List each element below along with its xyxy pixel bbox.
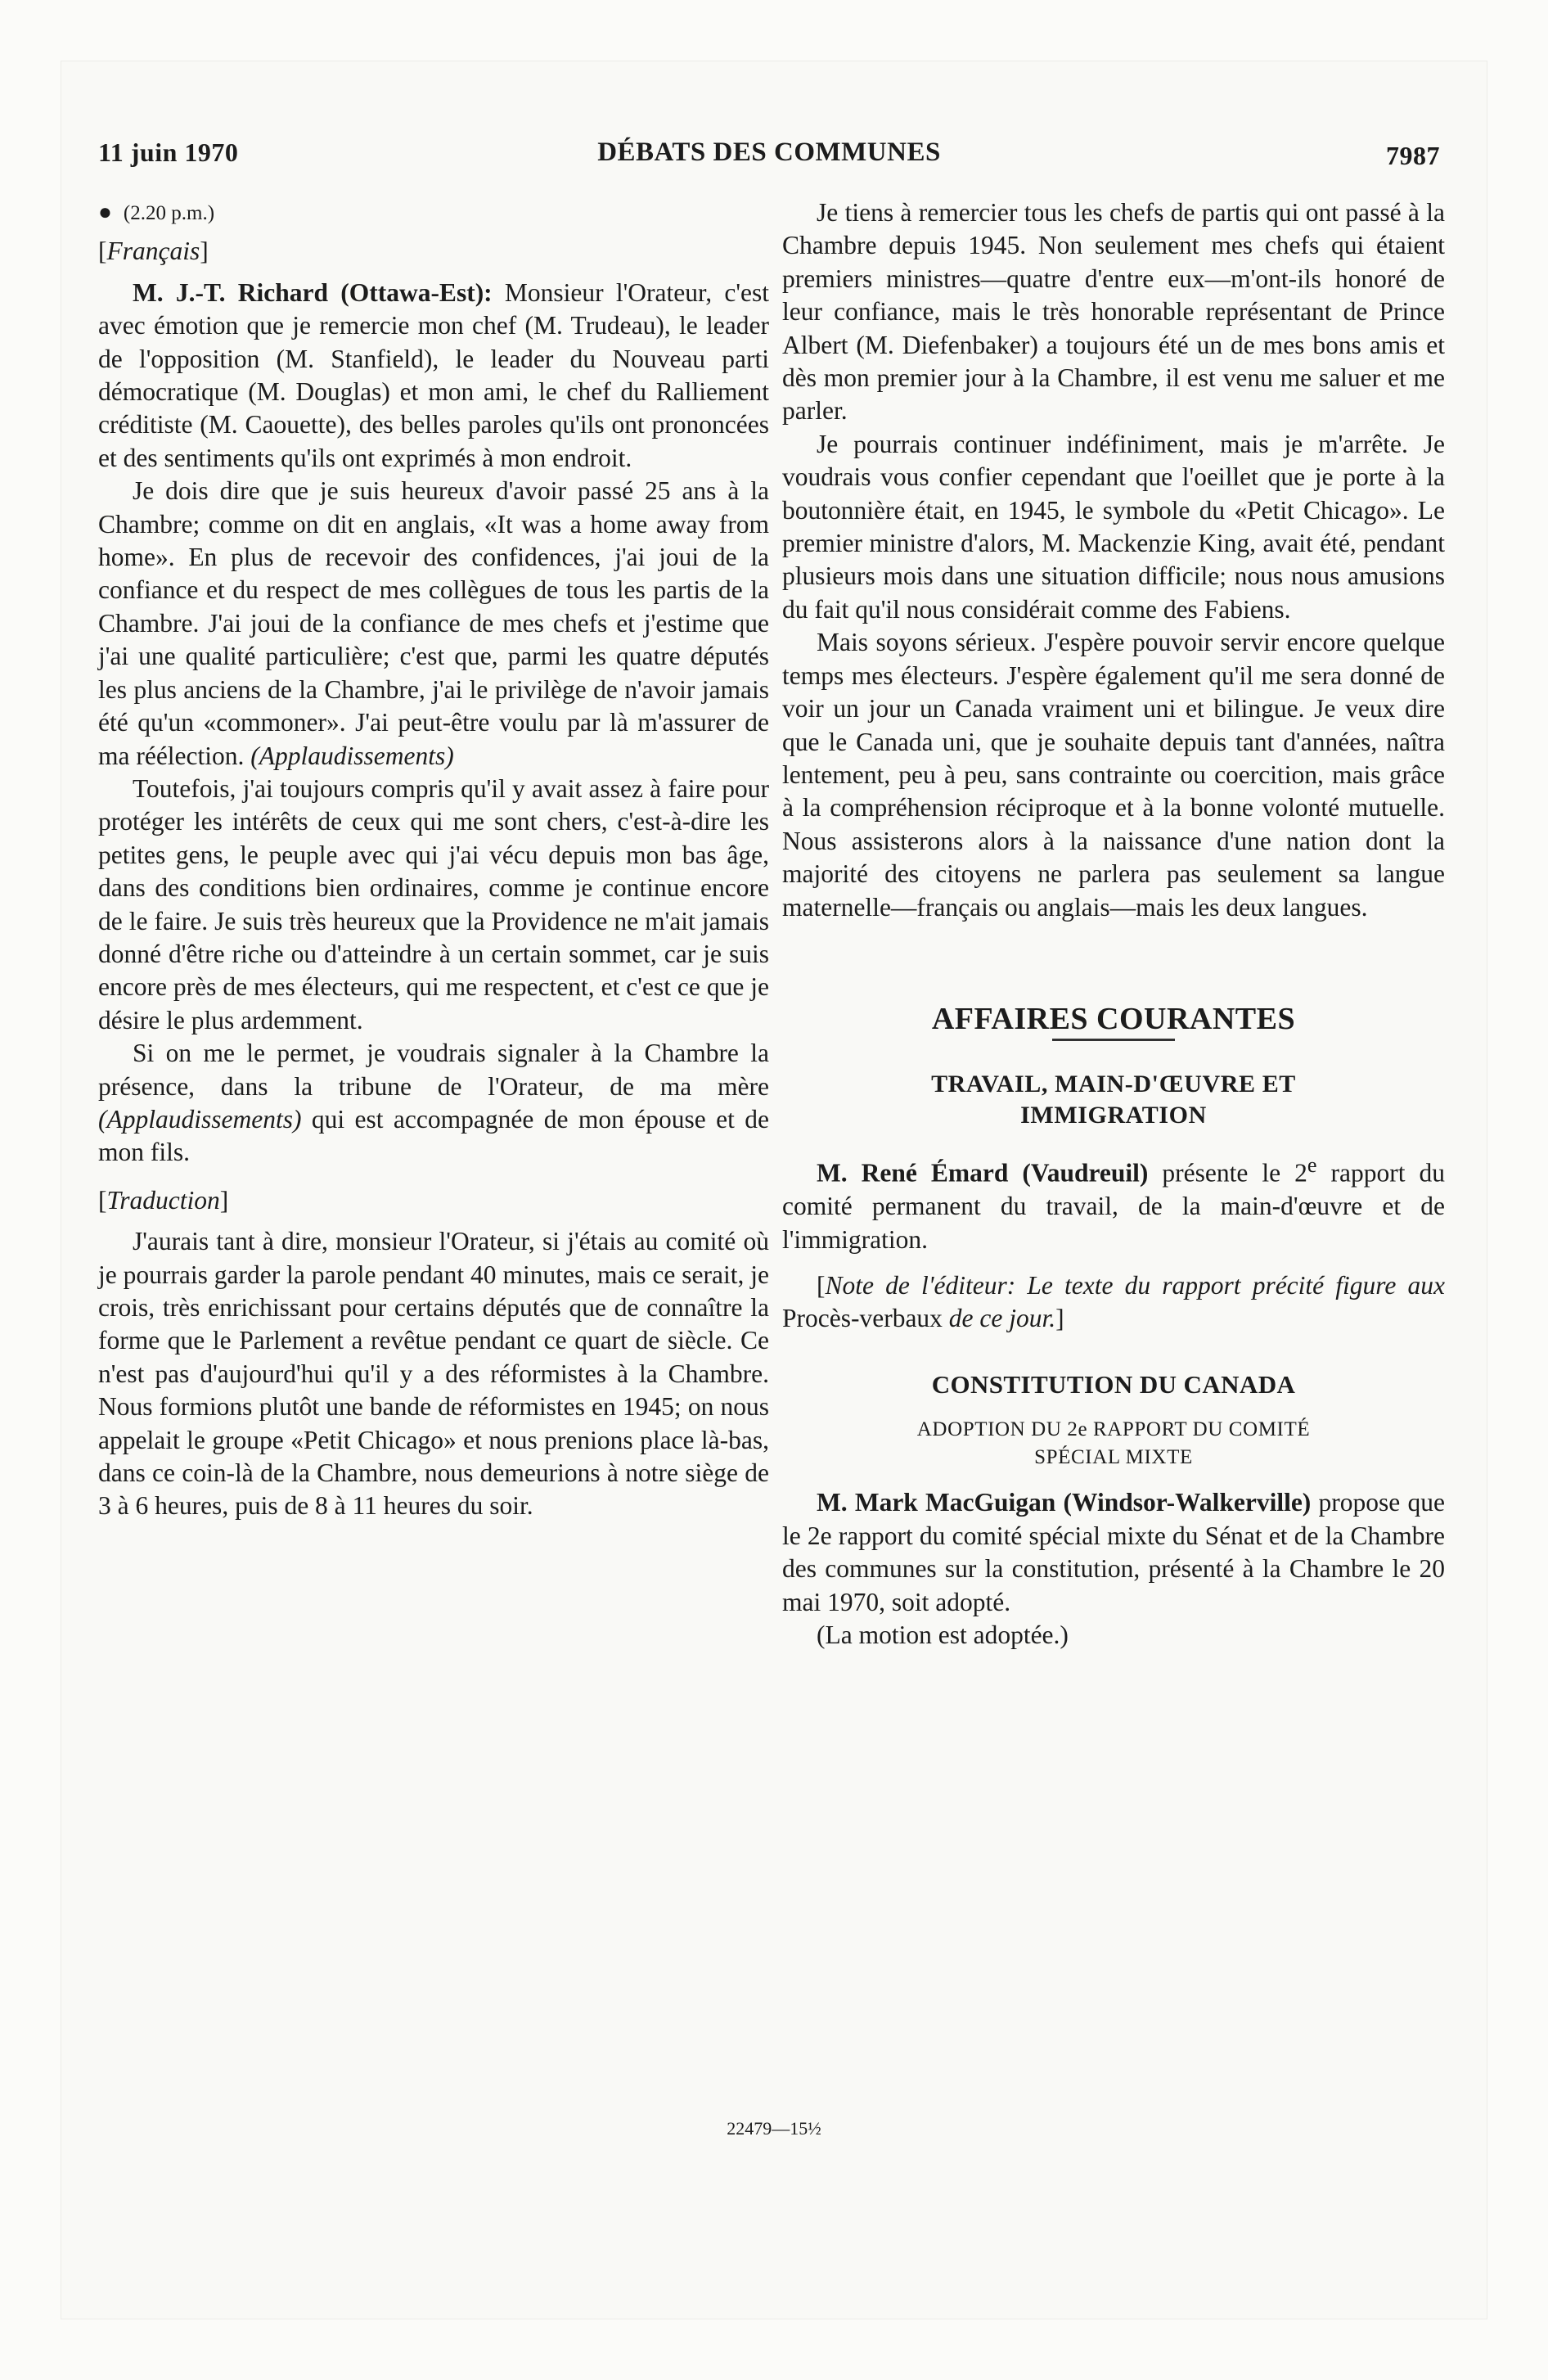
paragraph-text: rapport du comité permanent du travail, de la main-d'œuvre et de l'immigration. bbox=[782, 1158, 1445, 1254]
paragraph-text: Monsieur l'Orateur, c'est avec émotion que je remercie mon chef (M. Trudeau), le leader de l'opposition (M. Stanfield), le leader du Nouveau parti démocratique (M. Douglas) et mon ami, le chef du Ralliement créditiste (M. Caouette), des belles paroles qu'ils ont prononcées et des sentiments qu'ils ont exprimés à mon endroit. bbox=[98, 277, 769, 472]
paragraph bbox=[782, 1149, 1445, 1256]
paragraph bbox=[98, 1225, 769, 1523]
applause-text: (Applaudissements) bbox=[98, 1104, 302, 1134]
speaker-name: M. René Émard (Vaudreuil) bbox=[817, 1158, 1149, 1188]
subsection-heading-line: IMMIGRATION bbox=[1020, 1102, 1207, 1129]
paragraph-text: Mais soyons sérieux. J'espère pouvoir servir encore quelque temps mes électeurs. J'espère également qu'il me sera donné de voir un jour un Canada vraiment uni et bilingue. Je veux dire que le Canada uni, que je souhaite depuis tant d'années, naîtra lentement, peu à peu, sans contrainte ou coercition, mais grâce à la compréhension réciproque et à la bonne volonté mutuelle. Nous assisterons alors à la naissance d'une nation dont la majorité des citoyens ne parlera pas seulement sa langue maternelle—français ou anglais—mais les deux langues. bbox=[782, 628, 1445, 922]
paragraph bbox=[98, 277, 769, 475]
subsection-heading: CONSTITUTION DU CANADA bbox=[931, 1369, 1296, 1399]
paragraph-text: présente le 2 bbox=[1148, 1158, 1307, 1188]
footer-code: 22479—15½ bbox=[727, 2118, 821, 2139]
speaker-name: M. J.-T. Richard (Ottawa-Est): bbox=[133, 277, 493, 307]
paragraph-text: Si on me le permet, je voudrais signaler à la Chambre la présence, dans la tribune de l'Orateur, de ma mère bbox=[98, 1039, 769, 1101]
language-marker-fr-text: Français bbox=[106, 237, 200, 266]
bullet-icon: ● bbox=[98, 200, 112, 225]
paragraph bbox=[98, 1037, 769, 1170]
time-stamp bbox=[98, 196, 769, 230]
paragraph bbox=[98, 475, 769, 773]
editor-note-text: Note de l'éditeur: Le texte du rapport précité figure aux bbox=[825, 1271, 1445, 1300]
paragraph bbox=[782, 1486, 1445, 1619]
paragraph-text: Je tiens à remercier tous les chefs de partis qui ont passé à la Chambre depuis 1945. Non seulement mes chefs qui étaient premiers ministres—quatre d'entre eux—m'ont-ils honoré de leur confiance, mais le très honorable représentant de Prince Albert (M. Diefenbaker) a toujours été un de mes bons amis et dès mon premier jour à la Chambre, il est venu me saluer et me parler. bbox=[782, 198, 1445, 426]
motion-text: (La motion est adoptée.) bbox=[817, 1620, 1069, 1649]
time-text: (2.20 p.m.) bbox=[123, 202, 215, 224]
editor-note: [Note de l'éditeur: Le texte du rapport précité figure aux Procès-verbaux de ce jour.] bbox=[782, 1271, 1445, 1333]
header-title: DÉBATS DES COMMUNES bbox=[597, 137, 941, 167]
paragraph-text: J'aurais tant à dire, monsieur l'Orateur, si j'étais au comité où je pourrais garder la parole pendant 40 minutes, mais ce serait, je crois, très enrichissant pour certains députés que de connaître la forme que le Parlement a revêtue pendant ce quart de siècle. Ce n'est pas d'aujourd'hui qu'il y a des réformistes à la Chambre. Nous formions plutôt une bande de réformistes en 1945; on nous appelait le groupe «Petit Chicago» et nous prenions place là-bas, dans ce coin-là de la Chambre, nous demeurions à notre siège de 3 à 6 heures, puis de 8 à 11 heures du soir. bbox=[98, 1227, 769, 1521]
subsection-subheading bbox=[782, 1416, 1445, 1472]
superscript: e bbox=[1307, 1153, 1317, 1178]
paragraph-text: qui est accompagnée de mon épouse et de mon fils. bbox=[98, 1104, 769, 1167]
header-page-number: 7987 bbox=[1386, 141, 1440, 170]
subsection-subheading-line: ADOPTION DU 2e RAPPORT DU COMITÉ bbox=[916, 1418, 1311, 1441]
language-marker-tr: [Traduction] bbox=[98, 1185, 229, 1215]
subsection-heading-line: TRAVAIL, MAIN-D'ŒUVRE ET bbox=[931, 1071, 1296, 1098]
header-date: 11 juin 1970 bbox=[98, 137, 239, 167]
section-divider bbox=[1052, 1039, 1175, 1041]
right-column bbox=[782, 196, 1445, 1652]
paragraph-text: Je pourrais continuer indéfiniment, mais je m'arrête. Je voudrais vous confier cependant que l'oeillet que je porte à la boutonnière était, en 1945, le symbole du «Petit Chicago». Le premier ministre d'alors, M. Mackenzie King, avait été, pendant plusieurs mois dans une situation difficile; nous nous amusions du fait qu'il nous considérait comme des Fabiens. bbox=[782, 429, 1445, 624]
paragraph bbox=[98, 773, 769, 1037]
editor-note-text: de ce jour. bbox=[942, 1304, 1056, 1333]
running-header bbox=[98, 137, 1440, 178]
paragraph-text: propose que le 2e rapport du comité spécial mixte du Sénat et de la Chambre des communes sur la constitution, présenté à la Chambre le 20 mai 1970, soit adopté. bbox=[782, 1488, 1445, 1616]
paragraph bbox=[782, 196, 1445, 428]
subsection-subheading-line: SPÉCIAL MIXTE bbox=[1034, 1446, 1193, 1469]
paragraph-text: Je dois dire que je suis heureux d'avoir passé 25 ans à la Chambre; comme on dit en anglais, «It was a home away from home». En plus de recevoir des confidences, j'ai joui de la confiance et du respect de mes collègues de tous les partis de la Chambre. J'ai joui de la confiance de mes chefs et j'estime que j'ai une qualité particulière; c'est que, parmi les quatre députés les plus anciens de la Chambre, j'ai le privilège de n'avoir jamais été qu'un «commoner». J'ai peut-être voulu par là m'assurer de ma réélection. bbox=[98, 476, 769, 770]
applause-text: (Applaudissements) bbox=[250, 741, 454, 770]
paragraph-text: Toutefois, j'ai toujours compris qu'il y avait assez à faire pour protéger les intérêts de ceux qui me sont chers, c'est-à-dire les petites gens, le peuple avec qui j'ai vécu depuis mon bas âge, dans des conditions bien ordinaires, comme je continue encore de le faire. Je suis très heureux que la Providence ne m'ait jamais donné d'être riche ou d'atteindre à un certain sommet, car je suis encore près de mes électeurs, qui me respectent, et c'est ce que je désire le plus ardemment. bbox=[98, 773, 769, 1034]
paragraph bbox=[782, 428, 1445, 626]
subsection-heading bbox=[782, 1069, 1445, 1131]
section-title: AFFAIRES COURANTES bbox=[931, 1001, 1296, 1036]
left-column bbox=[98, 196, 769, 1523]
paragraph bbox=[782, 626, 1445, 924]
editor-note-text: Procès-verbaux bbox=[782, 1304, 943, 1333]
speaker-name: M. Mark MacGuigan (Windsor-Walkerville) bbox=[817, 1488, 1312, 1517]
paragraph bbox=[782, 1619, 1445, 1652]
language-marker-tr-text: Traduction bbox=[106, 1185, 220, 1215]
language-marker-fr: [Français] bbox=[98, 237, 209, 266]
